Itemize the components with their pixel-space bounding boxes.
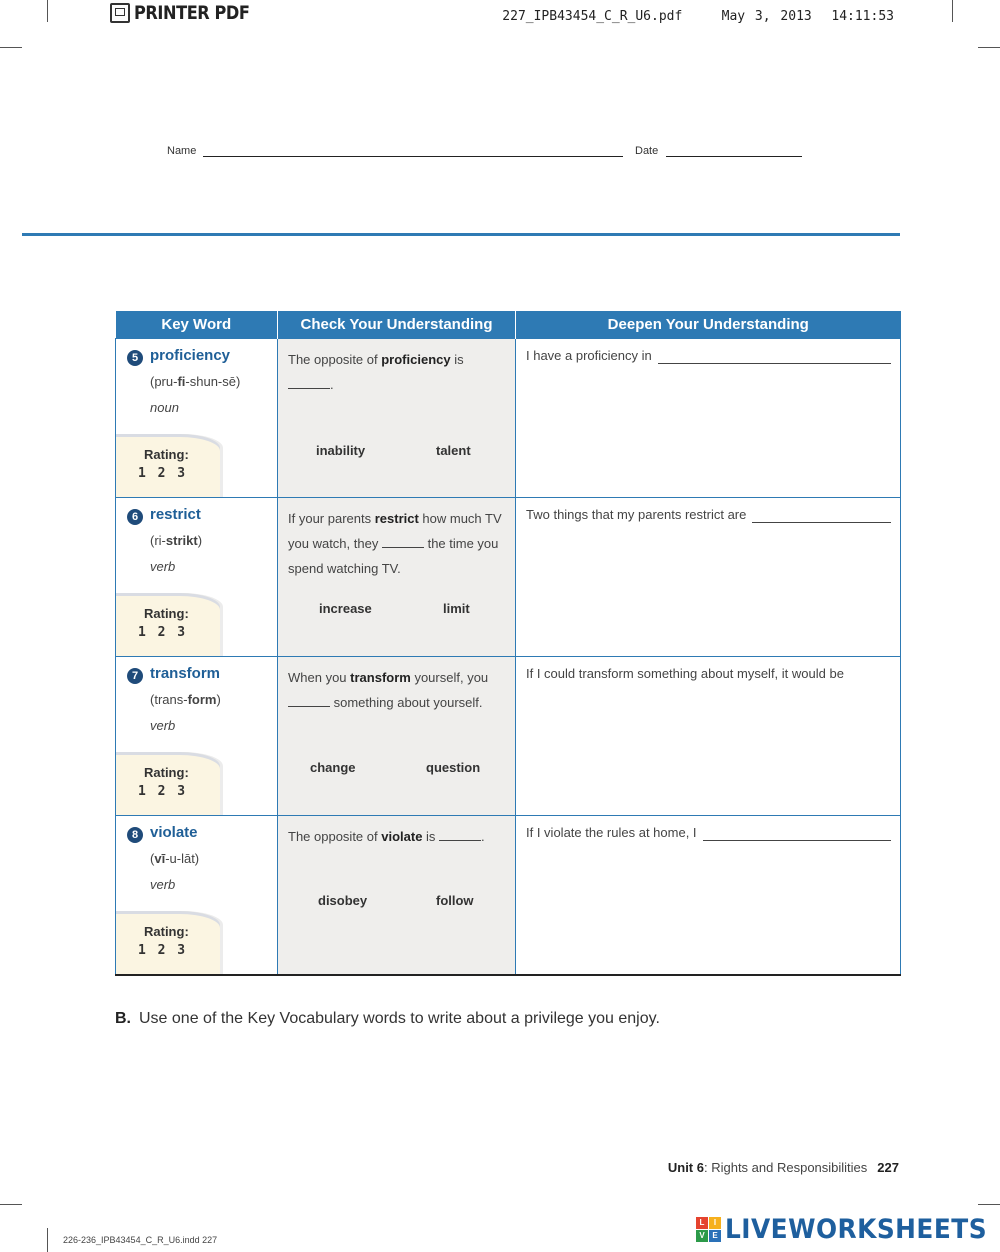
check-cell	[278, 339, 516, 498]
page-number: 227	[877, 1160, 899, 1175]
answer-option[interactable]: question	[426, 760, 481, 775]
crop-mark	[978, 1204, 1000, 1205]
word-number: 5	[127, 350, 143, 366]
rating-options[interactable]: 1 2 3	[138, 466, 186, 481]
answer-option[interactable]: disobey	[318, 893, 368, 908]
header-deepen: Deepen Your Understanding	[516, 311, 901, 339]
key-word-cell	[116, 339, 278, 498]
vocab-word: transform	[150, 665, 221, 682]
word-number: 7	[127, 668, 143, 684]
deepen-cell	[516, 816, 901, 976]
pronunciation: (vī-u-lāt)	[150, 851, 200, 866]
rating-label: Rating:	[144, 606, 189, 621]
part-b-prompt	[115, 1010, 660, 1028]
vocab-word: violate	[150, 824, 198, 841]
rating-box	[116, 593, 220, 656]
answer-blank[interactable]	[439, 828, 481, 841]
header-check: Check Your Understanding	[278, 311, 516, 339]
answer-option[interactable]: inability	[316, 443, 366, 458]
file-date: May 3, 2013	[721, 9, 812, 24]
name-label: Name	[167, 145, 197, 157]
crop-mark	[47, 0, 48, 22]
part-b-text: Use one of the Key Vocabulary words to write about a privilege you enjoy.	[139, 1010, 660, 1027]
answer-line[interactable]	[703, 829, 891, 841]
table-row	[116, 657, 901, 816]
vocabulary-table	[115, 311, 901, 976]
rating-label: Rating:	[144, 447, 189, 462]
rating-box	[116, 752, 220, 815]
logo-text: PRINTER PDF	[134, 2, 250, 24]
name-field[interactable]	[203, 156, 623, 157]
vocab-word: proficiency	[150, 347, 231, 364]
header-key-word: Key Word	[116, 311, 278, 339]
deepen-prompt: If I violate the rules at home, I	[526, 824, 891, 841]
date-label: Date	[635, 145, 659, 157]
crop-mark	[0, 47, 22, 48]
date-field[interactable]	[666, 156, 802, 157]
key-word-cell	[116, 498, 278, 657]
deepen-prompt: Two things that my parents restrict are	[526, 506, 891, 523]
pronunciation: (trans-form)	[150, 692, 221, 707]
file-name: 227_IPB43454_C_R_U6.pdf	[502, 9, 683, 24]
liveworksheets-watermark	[696, 1214, 1000, 1245]
deepen-cell	[516, 339, 901, 498]
crop-mark	[952, 0, 953, 22]
crop-mark	[978, 47, 1000, 48]
table-row	[116, 498, 901, 657]
part-of-speech: verb	[150, 718, 176, 733]
table-row	[116, 816, 901, 976]
check-cell	[278, 816, 516, 976]
check-cell	[278, 498, 516, 657]
answer-option[interactable]: change	[310, 760, 356, 775]
table-header-row	[116, 311, 901, 339]
watermark-text: LIVEWORKSHEETS	[725, 1214, 988, 1245]
part-b-letter: B.	[115, 1010, 131, 1027]
deepen-prompt: I have a proficiency in	[526, 347, 891, 364]
answer-blank[interactable]	[288, 694, 330, 707]
pronunciation: (pru-fi-shun-sē)	[150, 374, 241, 389]
pronunciation: (ri-strikt)	[150, 533, 203, 548]
answer-line[interactable]	[658, 352, 891, 364]
table-row	[116, 339, 901, 498]
check-question: When you transform yourself, you something about yourself.	[288, 670, 489, 710]
rating-box	[116, 434, 220, 497]
word-number: 8	[127, 827, 143, 843]
printer-pdf-logo	[110, 2, 270, 24]
deepen-cell	[516, 657, 901, 816]
printer-icon	[110, 3, 130, 23]
crop-mark	[47, 1228, 48, 1252]
answer-blank[interactable]	[382, 535, 424, 548]
key-word-cell	[116, 657, 278, 816]
rating-options[interactable]: 1 2 3	[138, 625, 186, 640]
deepen-prompt: If I could transform something about myself, it would be	[526, 666, 844, 681]
answer-blank[interactable]	[288, 376, 330, 389]
check-question: The opposite of violate is .	[288, 829, 485, 844]
section-divider	[22, 233, 900, 236]
answer-option[interactable]: follow	[436, 893, 474, 908]
answer-option[interactable]: increase	[319, 601, 372, 616]
rating-label: Rating:	[144, 765, 189, 780]
answer-line[interactable]	[752, 511, 891, 523]
file-info	[502, 9, 894, 24]
rating-box	[116, 911, 220, 974]
key-word-cell	[116, 816, 278, 976]
rating-options[interactable]: 1 2 3	[138, 784, 186, 799]
liveworksheets-icon: L I V E	[696, 1217, 721, 1242]
rating-options[interactable]: 1 2 3	[138, 943, 186, 958]
rating-label: Rating:	[144, 924, 189, 939]
answer-option[interactable]: talent	[436, 443, 471, 458]
word-number: 6	[127, 509, 143, 525]
unit-footer: Unit 6: Rights and Responsibilities 227	[667, 1160, 899, 1175]
file-time: 14:11:53	[831, 9, 894, 24]
check-question: The opposite of proficiency is .	[288, 352, 464, 392]
crop-mark	[0, 1204, 22, 1205]
answer-option[interactable]: limit	[443, 601, 470, 616]
indd-file-label: 226-236_IPB43454_C_R_U6.indd 227	[63, 1235, 218, 1245]
part-of-speech: noun	[150, 400, 179, 415]
deepen-cell	[516, 498, 901, 657]
check-cell	[278, 657, 516, 816]
part-of-speech: verb	[150, 877, 176, 892]
check-question: If your parents restrict how much TV you watch, they the time you spend watching TV.	[288, 511, 502, 576]
vocab-word: restrict	[150, 506, 201, 523]
part-of-speech: verb	[150, 559, 176, 574]
